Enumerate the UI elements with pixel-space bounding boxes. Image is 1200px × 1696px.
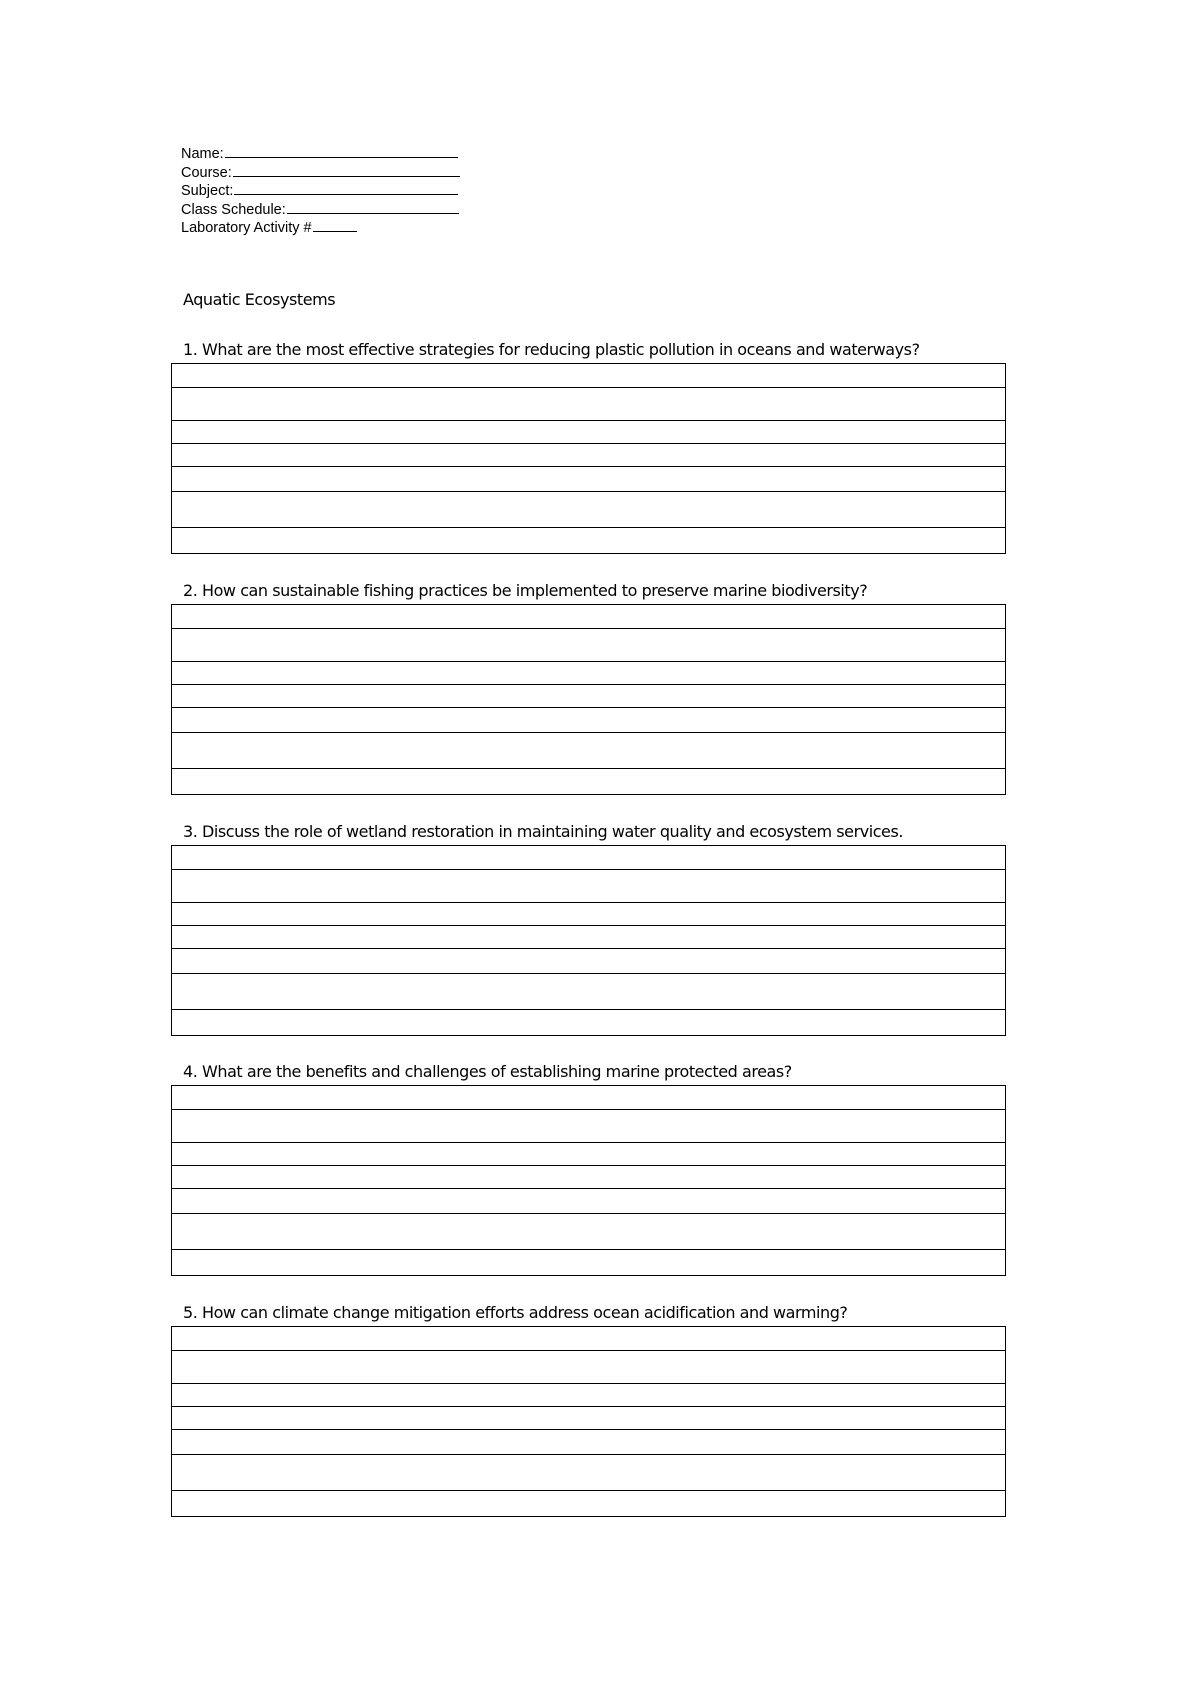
schedule-blank[interactable] — [287, 201, 459, 214]
course-line — [181, 164, 460, 183]
answer-box-2[interactable] — [171, 604, 1006, 795]
answer-line — [172, 707, 1005, 708]
answer-line — [172, 1454, 1005, 1455]
answer-line — [172, 1429, 1005, 1430]
question-1: 1. What are the most effective strategies for reducing plastic pollution in oceans and waterways? — [183, 340, 920, 359]
answer-line — [172, 443, 1005, 444]
student-info-header — [181, 145, 460, 238]
answer-line — [172, 1350, 1005, 1351]
answer-line — [172, 902, 1005, 903]
answer-line — [172, 1383, 1005, 1384]
schedule-label: Class Schedule: — [181, 201, 286, 218]
course-label: Course: — [181, 164, 232, 181]
name-label: Name: — [181, 146, 224, 162]
answer-line — [172, 925, 1005, 926]
subject-label: Subject: — [181, 183, 234, 200]
answer-line — [172, 1142, 1005, 1143]
answer-line — [172, 1009, 1005, 1010]
answer-line — [172, 1165, 1005, 1166]
answer-box-1[interactable] — [171, 363, 1006, 554]
answer-box-5[interactable] — [171, 1326, 1006, 1517]
question-5: 5. How can climate change mitigation efforts address ocean acidification and warming? — [183, 1303, 848, 1322]
answer-line — [172, 1406, 1005, 1407]
activity-label: Laboratory Activity # — [181, 220, 312, 237]
answer-line — [172, 1188, 1005, 1189]
answer-line — [172, 973, 1005, 974]
name-blank[interactable] — [225, 145, 458, 158]
answer-line — [172, 1490, 1005, 1491]
subject-blank[interactable] — [234, 182, 458, 195]
answer-line — [172, 1213, 1005, 1214]
name-line — [181, 145, 460, 164]
answer-line — [172, 768, 1005, 769]
subject-line — [181, 182, 460, 201]
answer-line — [172, 387, 1005, 388]
schedule-line — [181, 201, 460, 220]
answer-line — [172, 732, 1005, 733]
answer-line — [172, 466, 1005, 467]
answer-line — [172, 1249, 1005, 1250]
section-title: Aquatic Ecosystems — [183, 290, 336, 309]
answer-box-3[interactable] — [171, 845, 1006, 1036]
activity-blank[interactable] — [313, 219, 357, 232]
question-2: 2. How can sustainable fishing practices be implemented to preserve marine biodiversity? — [183, 581, 868, 600]
answer-line — [172, 684, 1005, 685]
answer-line — [172, 527, 1005, 528]
question-4: 4. What are the benefits and challenges of establishing marine protected areas? — [183, 1062, 792, 1081]
answer-line — [172, 628, 1005, 629]
answer-line — [172, 1109, 1005, 1110]
answer-line — [172, 491, 1005, 492]
answer-line — [172, 948, 1005, 949]
answer-line — [172, 661, 1005, 662]
course-blank[interactable] — [233, 164, 460, 177]
answer-line — [172, 420, 1005, 421]
answer-line — [172, 869, 1005, 870]
question-3: 3. Discuss the role of wetland restoration in maintaining water quality and ecosystem services. — [183, 822, 903, 841]
answer-box-4[interactable] — [171, 1085, 1006, 1276]
activity-line — [181, 219, 460, 238]
